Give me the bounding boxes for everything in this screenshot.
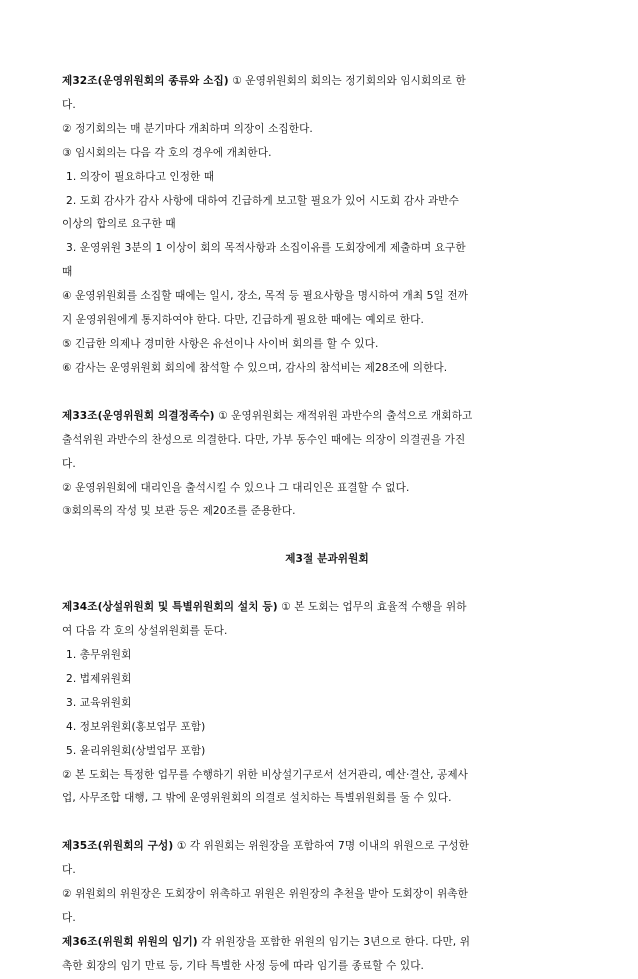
article-33-heading: 제33조(운영위원회 의결정족수) xyxy=(62,409,215,422)
article-32-line: 때 xyxy=(62,266,73,279)
article-32-line: 지 운영위원에게 통지하여야 한다. 다만, 긴급하게 필요한 때에는 예외로 한다. xyxy=(62,314,424,327)
article-36-line: 촉한 회장의 임기 만료 등, 기타 특별한 사정 등에 따라 임기를 종료할 수 있다. xyxy=(62,959,425,972)
article-35-line: 다. xyxy=(62,864,76,877)
article-35-text: ① 각 위원회는 위원장을 포함하여 7명 이내의 위원으로 구성한 xyxy=(173,840,469,853)
article-32-heading: 제32조(운영위원회의 종류와 소집) xyxy=(62,75,229,87)
article-32-clause-5: ⑤ 긴급한 의제나 경미한 사항은 유선이나 사이버 회의를 할 수 있다. xyxy=(62,337,379,350)
article-34-text: ① 본 도회는 업무의 효율적 수행을 위하 xyxy=(277,601,467,614)
article-36-text: 각 위원장을 포함한 위원의 임기는 3년으로 한다. 다만, 위 xyxy=(197,936,471,948)
spacer xyxy=(62,524,592,548)
article-32-item-2: 2. 도회 감사가 감사 사항에 대하여 긴급하게 보고할 필요가 있어 시도회 감사 과반수 xyxy=(66,194,459,207)
article-32-line: 이상의 합의로 요구한 때 xyxy=(62,218,176,231)
article-34-item-2: 2. 법제위원회 xyxy=(66,672,132,685)
article-34-item-3: 3. 교육위원회 xyxy=(66,696,132,709)
article-34-line: 여 다음 각 호의 상설위원회를 둔다. xyxy=(62,625,228,638)
article-36 xyxy=(62,931,592,979)
article-32-text: ① 운영위원회의 회의는 정기회의와 임시회의로 한 xyxy=(228,75,466,87)
article-32 xyxy=(62,70,592,381)
article-35 xyxy=(62,835,592,931)
article-34 xyxy=(62,596,592,811)
article-32-clause-3: ③ 임시회의는 다음 각 호의 경우에 개최한다. xyxy=(62,146,272,159)
spacer xyxy=(62,572,592,596)
section-title: 제3절 분과위원회 xyxy=(285,553,369,566)
article-33 xyxy=(62,405,592,525)
article-34-item-5: 5. 윤리위원회(상벌업무 포함) xyxy=(66,744,206,757)
article-32-line: 다. xyxy=(62,98,76,111)
article-34-line: 업, 사무조합 대행, 그 밖에 운영위원회의 의결로 설치하는 특별위원회를 둘 수 있다. xyxy=(62,792,452,805)
article-34-clause-2: ② 본 도회는 특정한 업무를 수행하기 위한 비상설기구로서 선거관리, 예산·결산, 공제사 xyxy=(62,768,469,781)
article-34-item-1: 1. 총무위원회 xyxy=(66,649,132,662)
spacer xyxy=(62,381,592,405)
article-33-clause-2: ② 운영위원회에 대리인을 출석시킬 수 있으나 그 대리인은 표결할 수 없다. xyxy=(62,481,410,494)
article-34-heading: 제34조(상설위원회 및 특별위원회의 설치 등) xyxy=(62,601,278,614)
article-32-clause-2: ② 정기회의는 매 분기마다 개최하며 의장이 소집한다. xyxy=(62,122,313,135)
article-32-clause-4: ④ 운영위원회를 소집할 때에는 일시, 장소, 목적 등 필요사항을 명시하여 개최 5일 전까 xyxy=(62,290,468,303)
article-33-line: 출석위원 과반수의 찬성으로 의결한다. 다만, 가부 동수인 때에는 의장이 의결권을 가진 xyxy=(62,433,466,446)
document-page xyxy=(62,70,592,979)
article-33-line: 다. xyxy=(62,457,76,470)
article-33-text: ① 운영위원회는 재적위원 과반수의 출석으로 개회하고 xyxy=(214,409,473,422)
article-32-item-3: 3. 운영위원 3분의 1 이상이 회의 목적사항과 소집이유를 도회장에게 제출하며 요구한 xyxy=(66,242,466,255)
article-32-item-1: 1. 의장이 필요하다고 인정한 때 xyxy=(66,170,215,183)
article-35-line: 다. xyxy=(62,912,76,925)
article-35-clause-2: ② 위원회의 위원장은 도회장이 위촉하고 위원은 위원장의 추천을 받아 도회장이 위촉한 xyxy=(62,888,468,901)
article-33-clause-3: ③회의록의 작성 및 보관 등은 제20조를 준용한다. xyxy=(62,505,296,518)
article-34-item-4: 4. 정보위원회(홍보업무 포함) xyxy=(66,720,206,733)
spacer xyxy=(62,811,592,835)
article-35-heading: 제35조(위원회의 구성) xyxy=(62,840,174,853)
article-36-heading: 제36조(위원회 위원의 임기) xyxy=(62,936,198,948)
article-32-clause-6: ⑥ 감사는 운영위원회 회의에 참석할 수 있으며, 감사의 참석비는 제28조에 의한다. xyxy=(62,361,448,374)
